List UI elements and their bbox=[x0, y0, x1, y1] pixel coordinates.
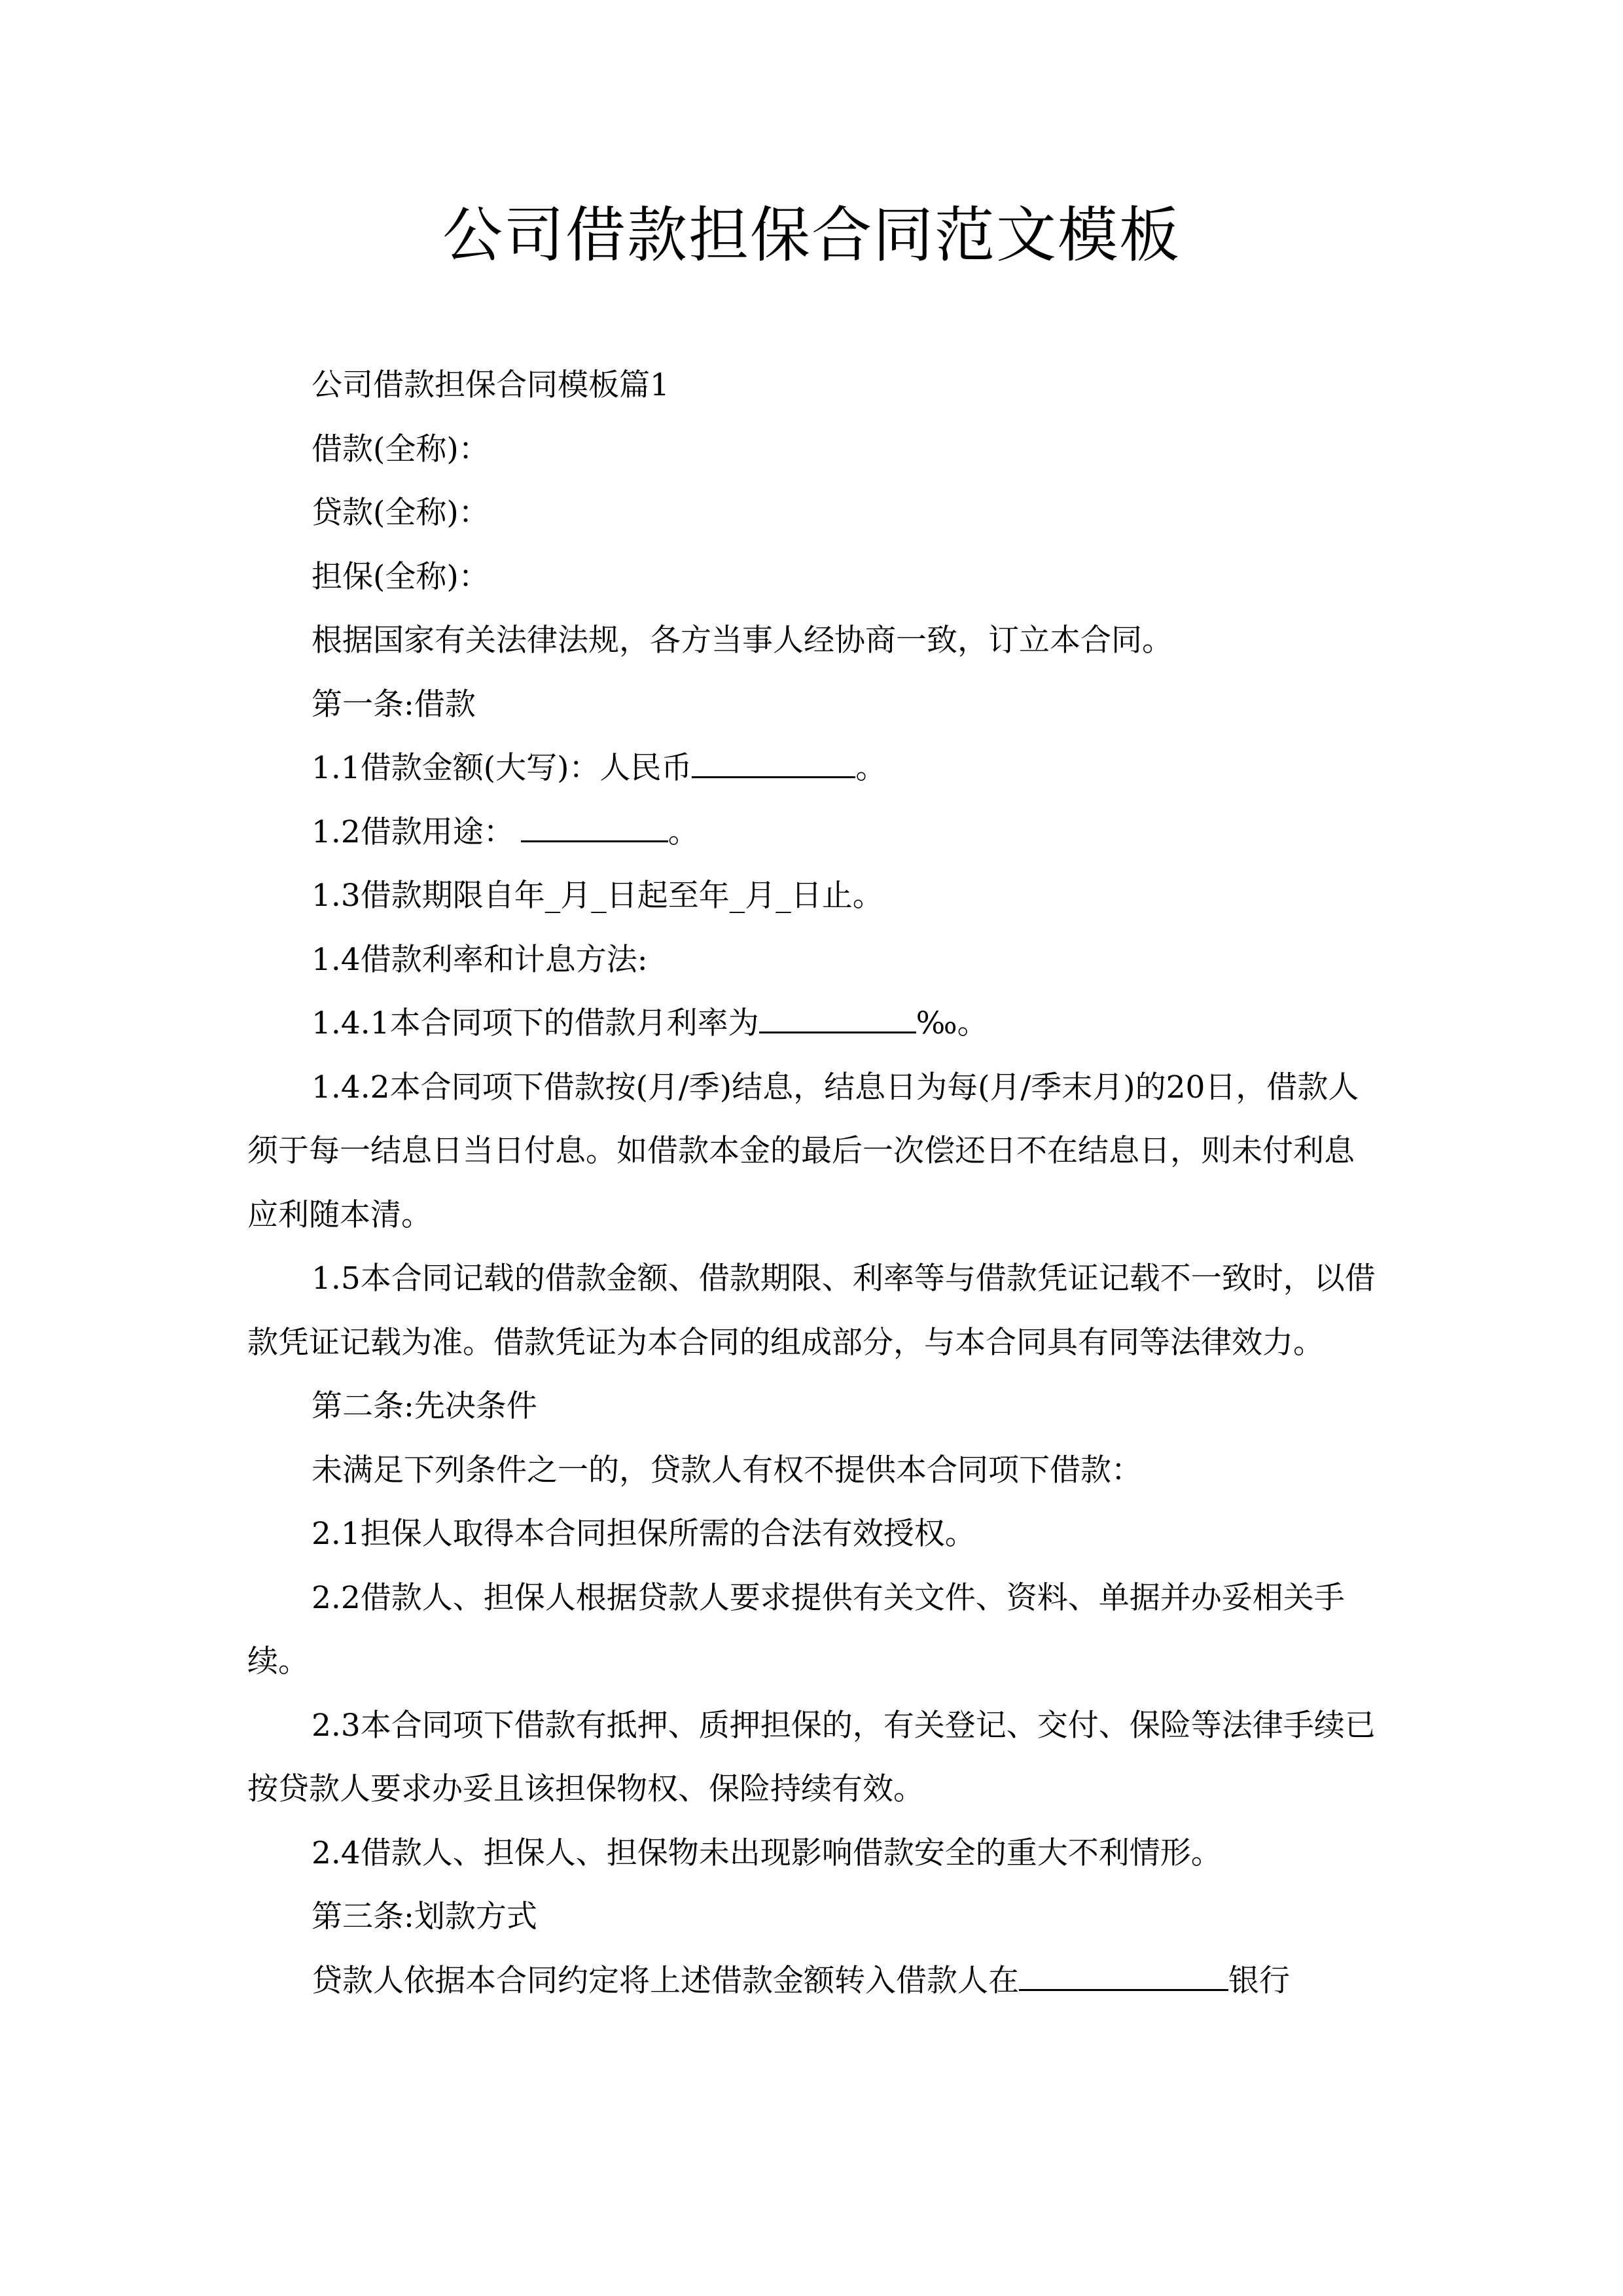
clause-1-2-end: 。 bbox=[668, 814, 699, 850]
clause-3-text: 贷款人依据本合同约定将上述借款金额转入借款人在 bbox=[312, 1962, 1019, 1999]
clause-1-4-1-end: ‰。 bbox=[916, 1005, 988, 1041]
bank-name-blank bbox=[1019, 1963, 1228, 1991]
clause-1-2 bbox=[247, 800, 1377, 865]
article-1-heading: 第一条:借款 bbox=[312, 686, 476, 723]
article-2-heading: 第二条:先决条件 bbox=[312, 1388, 537, 1424]
clause-1-4-2: 1.4.2本合同项下借款按(月/季)结息，结息日为每(月/季末月)的20日，借款人须于每一结息日当日付息。如借款本金的最后一次偿还日不在结息日，则未付利息应利随本清。 bbox=[247, 1069, 1359, 1233]
clause-2-2: 2.2借款人、担保人根据贷款人要求提供有关文件、资料、单据并办妥相关手续。 bbox=[247, 1579, 1345, 1679]
party-lender: 贷款(全称)： bbox=[312, 495, 490, 531]
clause-1-5: 1.5本合同记载的借款金额、借款期限、利率等与借款凭证记载不一致时，以借款凭证记载为准。借款凭证为本合同的组成部分，与本合同具有同等法律效力。 bbox=[247, 1261, 1376, 1361]
article-3-heading: 第三条:划款方式 bbox=[312, 1899, 537, 1935]
clause-3 bbox=[247, 1949, 1377, 2013]
document-title: 公司借款担保合同范文模板 bbox=[442, 200, 1181, 270]
preamble: 根据国家有关法律法规，各方当事人经协商一致，订立本合同。 bbox=[312, 622, 1173, 658]
clause-1-1 bbox=[247, 736, 1377, 800]
clause-2-1: 2.1担保人取得本合同担保所需的合法有效授权。 bbox=[312, 1516, 976, 1552]
section-heading: 公司借款担保合同模板篇1 bbox=[312, 367, 669, 403]
document-body bbox=[247, 353, 1377, 2013]
clause-1-2-text: 1.2借款用途： bbox=[312, 814, 514, 850]
clause-2-3: 2.3本合同项下借款有抵押、质押担保的，有关登记、交付、保险等法律手续已按贷款人要求办妥且该担保物权、保险持续有效。 bbox=[247, 1707, 1376, 1807]
clause-1-4-1-text: 1.4.1本合同项下的借款月利率为 bbox=[312, 1005, 759, 1041]
party-guarantor: 担保(全称)： bbox=[312, 558, 490, 595]
clause-1-1-text: 1.1借款金额(大写)：人民币 bbox=[312, 750, 692, 786]
loan-amount-blank bbox=[692, 750, 855, 778]
article-2-intro: 未满足下列条件之一的，贷款人有权不提供本合同项下借款： bbox=[312, 1452, 1142, 1488]
clause-1-4-1 bbox=[247, 992, 1377, 1056]
interest-rate-blank bbox=[759, 1005, 916, 1033]
clause-1-4: 1.4借款利率和计息方法: bbox=[312, 941, 648, 978]
clause-2-4: 2.4借款人、担保人、担保物未出现影响借款安全的重大不利情形。 bbox=[312, 1835, 1222, 1871]
clause-3-end: 银行 bbox=[1228, 1962, 1290, 1999]
clause-1-3: 1.3借款期限自年_月_日起至年_月_日止。 bbox=[312, 878, 883, 914]
clause-1-1-end: 。 bbox=[855, 750, 887, 786]
loan-purpose-blank bbox=[521, 814, 668, 842]
party-borrower: 借款(全称)： bbox=[312, 431, 490, 467]
